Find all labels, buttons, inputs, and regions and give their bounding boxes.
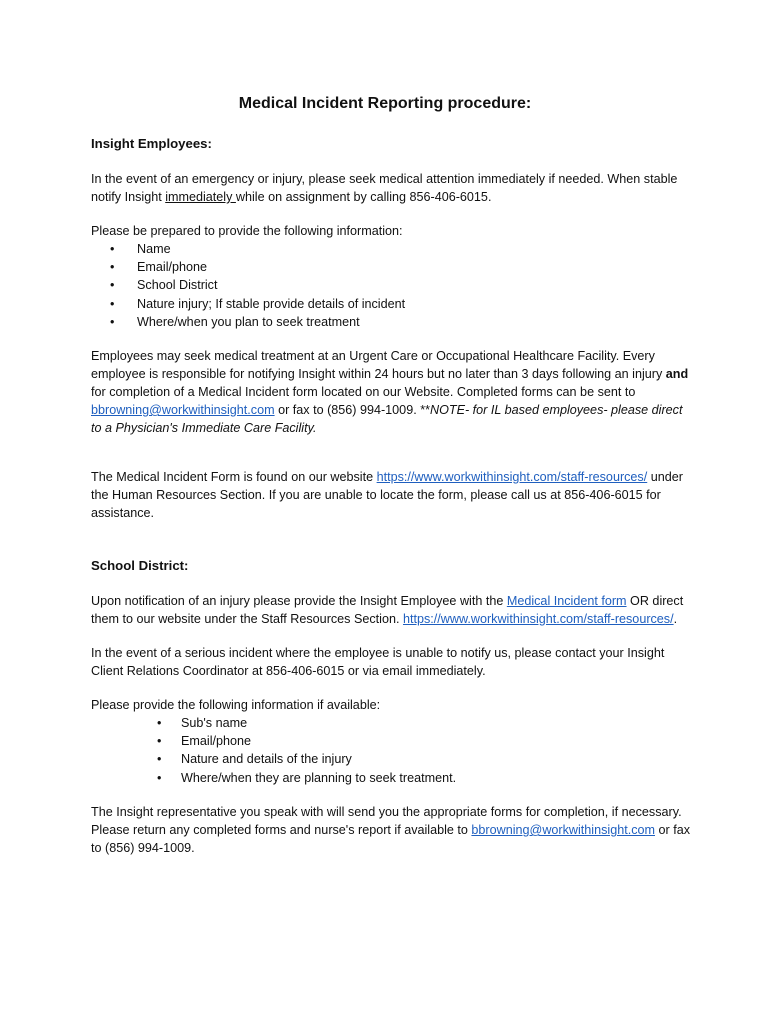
il-note: NOTE- for IL based employees- please direct to a Physician's Immediate Care Facility. xyxy=(91,403,683,435)
notify-text-2: OR direct them to our website under the Staff Resources Section. xyxy=(91,594,684,626)
district-info-list xyxy=(91,714,691,787)
closing-paragraph xyxy=(91,803,691,857)
list-item: • Where/when they are planning to seek treatment. xyxy=(91,769,691,787)
list-item: • Nature and details of the injury xyxy=(91,750,691,768)
page-title: Medical Incident Reporting procedure: xyxy=(238,95,532,112)
intro-text-2: while on assignment by calling 856-406-6015. xyxy=(235,190,492,204)
provide-text: Please provide the following information if available: xyxy=(91,698,381,712)
intro-underlined-text: immediately xyxy=(165,190,236,204)
closing-text-1: The Insight representative you speak with will send you the appropriate forms for completion, if necessary. Please return any completed forms and nurse's report if available to xyxy=(91,805,682,837)
notify-text-1: Upon notification of an injury please provide the Insight Employee with the xyxy=(91,594,507,608)
form-text-2: under the Human Resources Section. If you are unable to locate the form, please call us at 856-406-6015 for assistance. xyxy=(91,470,683,520)
form-text-1: The Medical Incident Form is found on our website xyxy=(91,470,377,484)
list-item: • Where/when you plan to seek treatment xyxy=(91,313,691,331)
closing-email-link[interactable]: bbrowning@workwithinsight.com xyxy=(471,823,655,837)
list-item: • Name xyxy=(91,240,691,258)
treatment-paragraph xyxy=(91,347,691,437)
treatment-text-1: Employees may seek medical treatment at an Urgent Care or Occupational Healthcare Facility. Every employee is responsible for notifying Insight within 24 hours but no later than 3 days following an injury xyxy=(91,349,666,381)
email-link[interactable]: bbrowning@workwithinsight.com xyxy=(91,403,275,417)
list-item: • Nature injury; If stable provide details of incident xyxy=(91,295,691,313)
insight-employees-heading: Insight Employees: xyxy=(91,136,212,151)
prepare-text: Please be prepared to provide the following information: xyxy=(91,224,403,238)
serious-incident-paragraph: In the event of a serious incident where the employee is unable to notify us, please contact your Insight Client Relations Coordinator at 856-406-6015 or via email immediately. xyxy=(91,646,665,678)
list-item: • School District xyxy=(91,276,691,294)
closing-text-2: or fax to (856) 994-1009. xyxy=(91,823,690,855)
treatment-and: and xyxy=(665,367,689,381)
list-item: • Sub's name xyxy=(91,714,691,732)
treatment-text-3: or fax to (856) 994-1009. ** xyxy=(274,403,430,417)
employee-info-list xyxy=(91,240,691,331)
notify-text-3: . xyxy=(673,612,678,626)
list-item: • Email/phone xyxy=(91,732,691,750)
form-location-paragraph xyxy=(91,468,691,522)
school-district-heading: School District: xyxy=(91,558,189,573)
medical-incident-form-link[interactable]: Medical Incident form xyxy=(506,594,627,608)
district-staff-resources-link[interactable]: https://www.workwithinsight.com/staff-resources/ xyxy=(402,612,674,626)
intro-text-1: In the event of an emergency or injury, please seek medical attention immediately if needed. When stable notify Insight xyxy=(91,172,678,204)
staff-resources-link[interactable]: https://www.workwithinsight.com/staff-resources/ xyxy=(376,470,648,484)
district-notify-paragraph xyxy=(91,592,691,628)
list-item: • Email/phone xyxy=(91,258,691,276)
employees-intro-paragraph xyxy=(91,170,691,206)
treatment-text-2: for completion of a Medical Incident form located on our Website. Completed forms can be sent to xyxy=(91,385,636,399)
